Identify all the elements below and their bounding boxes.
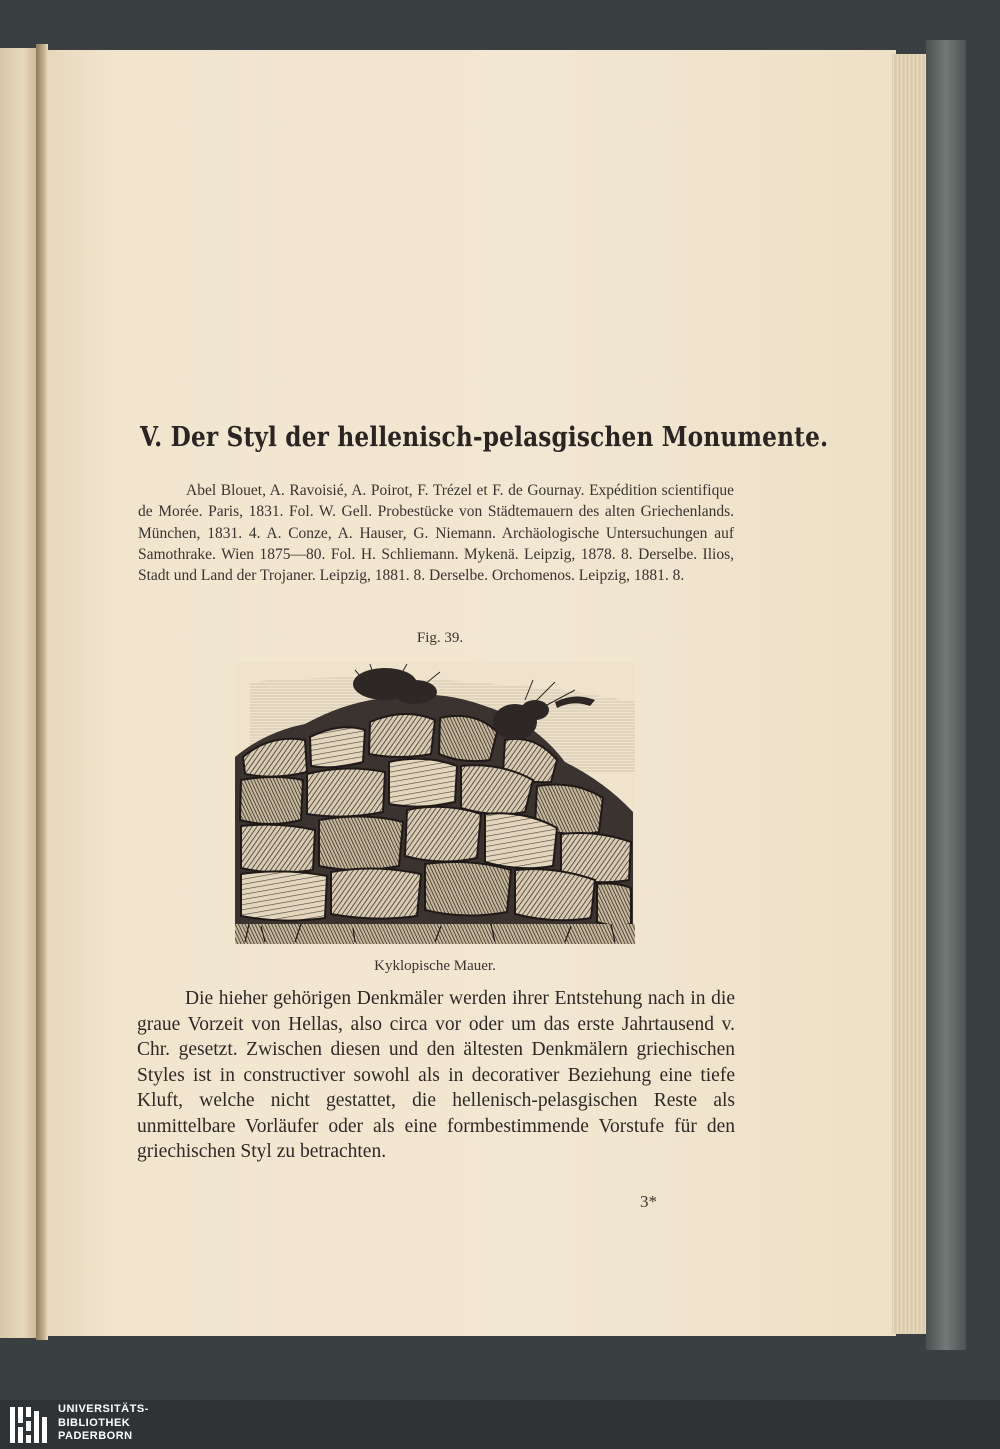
- bibliography-text: Abel Blouet, A. Ravoisié, A. Poirot, F. Trézel et F. de Gournay. Expédition scientifique de Morée. Paris, 1831. Fol. W. Gell. Probestücke von Städtemauern des alten Griechenlands. München, 1831. 4. A. Conze, A. Hauser, G. Niemann. Archäologische Untersuchungen auf Samothrake. Wien 1875—80. Fol. H. Schliemann. Mykenä. Leipzig, 1878. 8. Derselbe. Ilios, Stadt und Land der Trojaner. Leipzig, 1881. 8. Derselbe. Orchomenos. Leipzig, 1881. 8.: [138, 482, 734, 585]
- logo-line-2: BIBLIOTHEK: [58, 1416, 131, 1429]
- library-logo-text: [58, 1403, 149, 1444]
- body-paragraph: Die hieher gehörigen Denkmäler werden ihrer Entstehung nach in die graue Vorzeit von Hellas, also circa vor oder um das erste Jahrtausend v. Chr. gesetzt. Zwischen diesen und den ältesten Denkmälern griechischen Styles ist in constructiver sowohl als in decorativer Beziehung eine tiefe Kluft, welche nicht gestattet, die hellenisch-pelasgischen Reste als unmittelbare Vorläufer oder als eine formbestimmende Vorstufe für den griechischen Styl zu betrachten.: [137, 988, 735, 1162]
- body-paragraph-block: [137, 986, 735, 1165]
- figure-label: Fig. 39.: [416, 630, 464, 646]
- figure-engraving: [235, 662, 635, 944]
- logo-line-3: PADERBORN: [58, 1430, 133, 1442]
- logo-line-1: UNIVERSITÄTS-: [58, 1403, 149, 1415]
- figure-caption: Kyklopische Mauer.: [374, 958, 496, 974]
- footer-bar: [0, 1400, 1000, 1449]
- bibliography-block: [138, 480, 734, 586]
- chapter-heading: V. Der Styl der hellenisch-pelasgischen Monumente.: [140, 422, 829, 453]
- page-number: 3*: [640, 1192, 657, 1211]
- library-logo-icon: [8, 1405, 52, 1445]
